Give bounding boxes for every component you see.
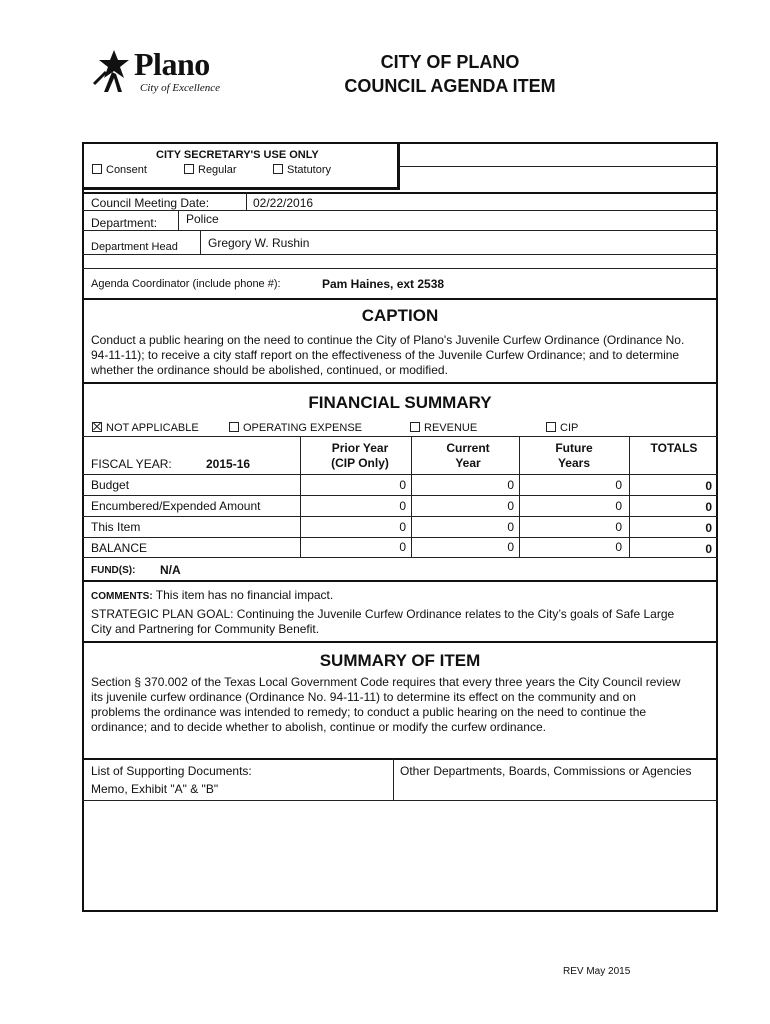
option-cip[interactable]: CIP [546, 422, 578, 434]
department-value: Police [186, 212, 219, 226]
col-future-years: Future Years [555, 441, 593, 470]
funds-value: N/A [160, 563, 181, 577]
caption-text: Conduct a public hearing on the need to continue the City of Plano's Juvenile Curfew Ordinance (Ordinance No. 94-11-11); to receive a city staff report on the effectiveness of the Juvenile Curfew Ordinance; and to determine whether the ordinance should be abolished, continued, or modified. [91, 333, 685, 377]
funds-label: FUND(S): [91, 565, 136, 576]
logo-tagline: City of Excellence [140, 82, 221, 94]
financial-title: FINANCIAL SUMMARY [308, 393, 492, 412]
option-revenue[interactable]: REVENUE [410, 422, 477, 434]
this-item-prior: 0 [399, 520, 406, 534]
balance-prior: 0 [399, 540, 406, 554]
col-totals: TOTALS [650, 441, 698, 455]
row-balance-label: BALANCE [91, 541, 148, 555]
encumbered-prior: 0 [399, 499, 406, 513]
revision-note: REV May 2015 [563, 966, 631, 977]
balance-current: 0 [507, 540, 514, 554]
option-not-applicable[interactable]: NOT APPLICABLE [92, 422, 199, 434]
this-item-future: 0 [615, 520, 622, 534]
other-departments-label: Other Departments, Boards, Commissions or Agencies [400, 764, 692, 778]
summary-text: Section § 370.002 of the Texas Local Government Code requires that every three years the City Council review its juvenile curfew ordinance (Ordinance No. 94-11-11) to determine its effect on the community and on problems the ordinance was intended to remedy; to conduct a public hearing on the need to continue the ordinance; and to decide whether to abolish, continue or modify the curfew ordinance. [91, 675, 681, 734]
star-runner-icon [92, 48, 136, 94]
row-budget-label: Budget [91, 478, 130, 492]
fiscal-year-value: 2015-16 [206, 457, 251, 471]
revenue-checkbox[interactable] [410, 422, 420, 432]
supporting-docs-value: Memo, Exhibit "A" & "B" [91, 782, 219, 796]
coordinator-label: Agenda Coordinator (include phone #): [91, 278, 281, 290]
budget-total: 0 [705, 479, 712, 493]
col-current-year: Current Year [446, 441, 490, 470]
strategic-goal: STRATEGIC PLAN GOAL: Continuing the Juvenile Curfew Ordinance relates to the City’s goals of Safe Large City and Partnering for Community Benefit. [91, 607, 675, 636]
department-label: Department: [91, 216, 158, 230]
this-item-current: 0 [507, 520, 514, 534]
cip-checkbox[interactable] [546, 422, 556, 432]
statutory-checkbox[interactable] [273, 164, 283, 174]
header-line2: COUNCIL AGENDA ITEM [344, 76, 556, 96]
encumbered-total: 0 [705, 500, 712, 514]
department-head-label: Department Head [91, 241, 178, 253]
row-encumbered-label: Encumbered/Expended Amount [91, 499, 261, 513]
caption-title: CAPTION [361, 306, 439, 325]
encumbered-future: 0 [615, 499, 622, 513]
consent-checkbox[interactable] [92, 164, 102, 174]
secretary-option-consent[interactable]: Consent [92, 164, 147, 176]
comments-line [91, 588, 333, 602]
budget-prior: 0 [399, 478, 406, 492]
logo-name: Plano [134, 46, 210, 82]
operating-expense-checkbox[interactable] [229, 422, 239, 432]
budget-current: 0 [507, 478, 514, 492]
secretary-title: CITY SECRETARY'S USE ONLY [156, 149, 319, 161]
regular-checkbox[interactable] [184, 164, 194, 174]
header-line1: CITY OF PLANO [380, 52, 520, 72]
col-prior-year: Prior Year (CIP Only) [331, 441, 389, 470]
department-head-value: Gregory W. Rushin [208, 236, 310, 250]
this-item-total: 0 [705, 521, 712, 535]
option-operating-expense[interactable]: OPERATING EXPENSE [229, 422, 362, 434]
supporting-docs-label: List of Supporting Documents: [91, 764, 252, 778]
balance-total: 0 [705, 542, 712, 556]
balance-future: 0 [615, 540, 622, 554]
secretary-option-regular[interactable]: Regular [184, 164, 237, 176]
comments-label: COMMENTS: [91, 591, 153, 602]
budget-future: 0 [615, 478, 622, 492]
summary-title: SUMMARY OF ITEM [319, 651, 481, 670]
row-this-item-label: This Item [91, 520, 141, 534]
meeting-date-label: Council Meeting Date: [91, 196, 210, 210]
not-applicable-checkbox[interactable] [92, 422, 102, 432]
fiscal-year-label: FISCAL YEAR: [91, 457, 172, 471]
city-logo [92, 46, 232, 98]
coordinator-value: Pam Haines, ext 2538 [322, 277, 445, 291]
meeting-date-value: 02/22/2016 [253, 196, 314, 210]
comments-text: This item has no financial impact. [155, 588, 334, 602]
secretary-option-statutory[interactable]: Statutory [273, 164, 331, 176]
encumbered-current: 0 [507, 499, 514, 513]
